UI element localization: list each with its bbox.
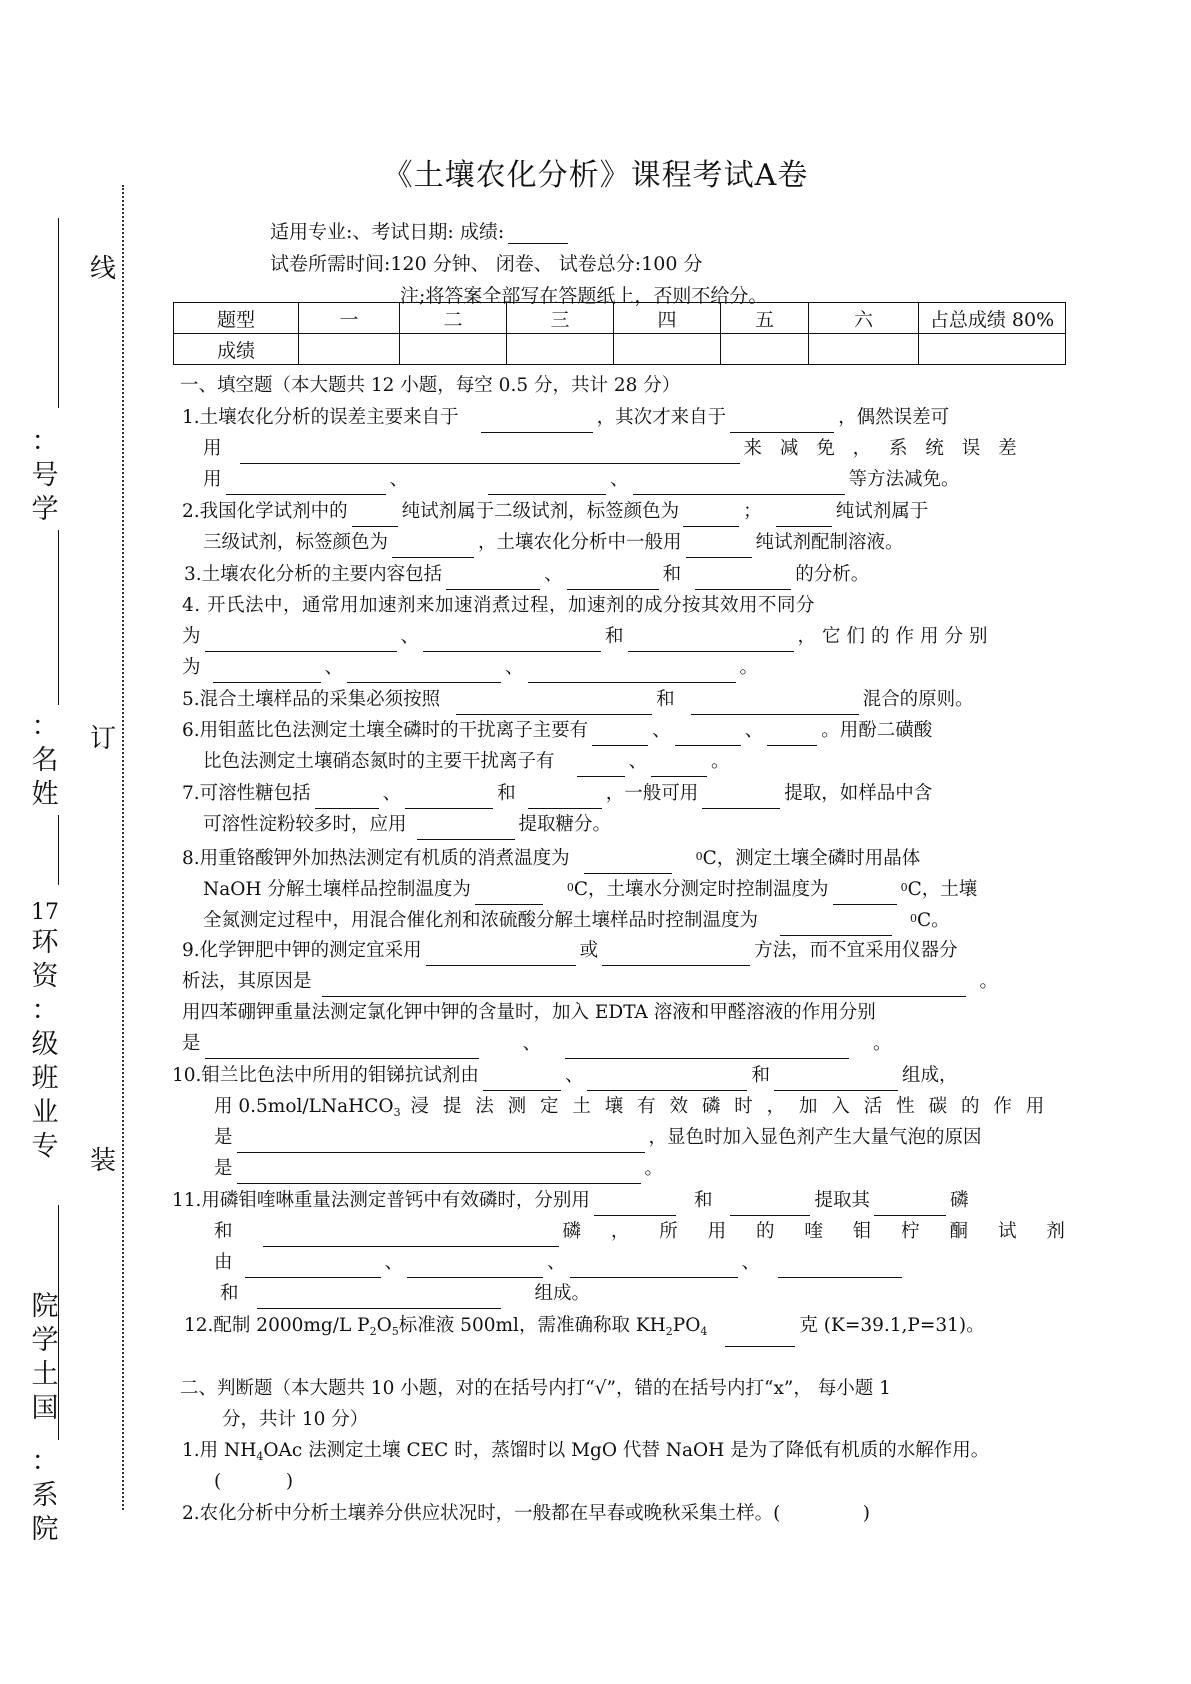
binding-label-xian: 线 — [90, 254, 117, 284]
score-cell[interactable] — [721, 334, 809, 365]
class-line — [58, 815, 59, 885]
section2-heading: 二、判断题（本大题共 10 小题，对的在括号内打“√”，错的在括号内打“x”， 每小题 1 — [180, 1378, 891, 1399]
score-cell[interactable] — [809, 334, 919, 365]
college-line — [58, 1205, 59, 1300]
question-8: 8.用重铬酸钾外加热法测定有机质的消煮温度为 $^0$C，测定土壤全磷时用晶体 — [182, 841, 920, 874]
score-cell[interactable] — [614, 334, 721, 365]
table-cell: 五 — [721, 303, 809, 334]
judge-question-1: 1.用 $NH_4OAc$ 法测定土壤 CEC 时，蒸馏时以 MgO 代替 NaOH 是为了降低有机质的水解作用。 — [182, 1440, 990, 1463]
department-label: ： 系 院 — [31, 1446, 59, 1545]
section1-heading: 一、填空题（本大题共 12 小题，每空 0.5 分，共计 28 分） — [180, 375, 681, 396]
score-cell[interactable] — [507, 334, 614, 365]
name-line — [58, 530, 59, 705]
name-label: ： 名 姓 — [31, 711, 59, 810]
table-cell: 四 — [614, 303, 721, 334]
college-label: 院 学 土 国 — [31, 1291, 59, 1424]
table-row — [174, 303, 1066, 334]
binding-dotted-line — [122, 185, 124, 1510]
section2-heading-cont: 分，共计 10 分） — [222, 1409, 369, 1430]
question-3: 3.土壤农化分析的主要内容包括 、 和 的分析。 — [184, 559, 869, 590]
binding-label-ding: 订 — [90, 724, 117, 754]
college-line-2 — [58, 1290, 59, 1440]
question-12: 12.配制 2000mg/L $P_2O_5$标准液 500ml，需准确称取 $KH_2PO_4$ 克 (K=39.1,P=31)。 — [184, 1310, 985, 1347]
question-6: 6.用钼蓝比色法测定土壤全磷时的干扰离子主要有 、 、 。用酚二磺酸 — [182, 715, 932, 746]
table-cell: 成绩 — [174, 334, 299, 365]
table-row — [174, 334, 1066, 365]
question-10: 10.钼兰比色法中所用的钼锑抗试剂由 、 和 组成， — [172, 1060, 957, 1091]
table-cell: 六 — [809, 303, 919, 334]
class-label: 17 环 资 ： 级 班 业 专 — [31, 900, 59, 1162]
table-cell: 一 — [299, 303, 400, 334]
question-4: 4. 开氏法中，通常用加速剂来加速消煮过程，加速剂的成分按其效用不同分 — [182, 595, 816, 616]
student-id-label: ： 号 学 — [31, 426, 59, 525]
score-cell[interactable] — [919, 334, 1066, 365]
question-5: 5.混合土壤样品的采集必须按照 和 混合的原则。 — [182, 684, 974, 715]
info-line-1: 适用专业:、考试日期: 成绩: — [270, 217, 572, 244]
student-id-line — [58, 218, 59, 408]
score-table — [173, 302, 1066, 365]
question-2: 2.我国化学试剂中的 纯试剂属于二级试剂，标签颜色为 ； 纯试剂属于 — [182, 496, 928, 527]
score-cell[interactable] — [400, 334, 507, 365]
table-cell: 题型 — [174, 303, 299, 334]
question-9: 9.化学钾肥中钾的测定宜采用 或 方法，而不宜采用仪器分 — [182, 935, 958, 966]
table-cell: 二 — [400, 303, 507, 334]
table-cell: 占总成绩 80% — [919, 303, 1066, 334]
question-11: 11.用磷钼喹啉重量法测定普钙中有效磷时，分别用 和 提取其 磷 — [172, 1185, 968, 1216]
page-title: 《土壤农化分析》课程考试A卷 — [382, 158, 809, 193]
table-cell: 三 — [507, 303, 614, 334]
info-line-2: 试卷所需时间:120 分钟、 闭卷、 试卷总分:100 分 — [270, 253, 703, 275]
judge-question-2: 2.农化分析中分析土壤养分供应状况时，一般都在早春或晚秋采集土样。( ) — [182, 1503, 870, 1524]
exam-note: 注;将答案全部写在答题纸上，否则不给分。 — [400, 285, 768, 307]
binding-label-zhuang: 装 — [90, 1146, 117, 1176]
question-1: 1.土壤农化分析的误差主要来自于 ，其次才来自于 ，偶然误差可 — [182, 402, 949, 433]
question-7: 7.可溶性糖包括 、 和 ，一般可用 提取，如样品中含 — [182, 778, 932, 809]
score-cell[interactable] — [299, 334, 400, 365]
